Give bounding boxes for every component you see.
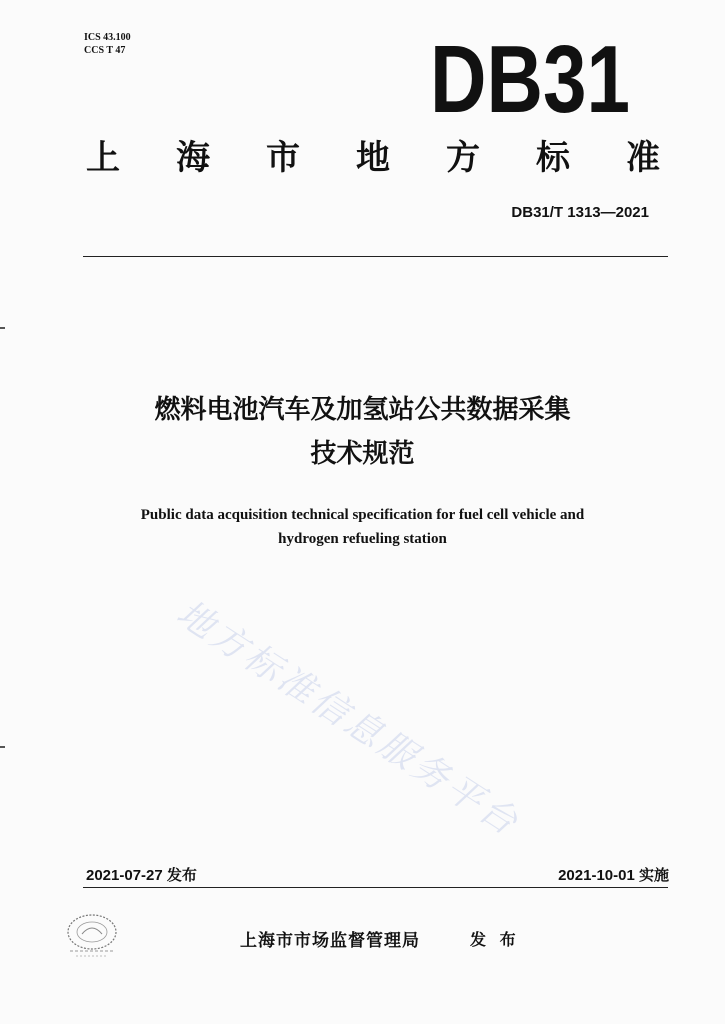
margin-mark <box>0 327 5 329</box>
title-char: 海 <box>176 138 210 178</box>
issuing-authority: 上海市市场监督管理局 <box>240 931 420 951</box>
implementation-date: 2021-10-01 实施 <box>558 867 669 884</box>
classification-codes <box>84 31 131 57</box>
ics-code: ICS 43.100 <box>84 32 131 43</box>
standard-type-title <box>86 136 660 180</box>
title-char: 地 <box>356 138 390 178</box>
db31-logo <box>428 26 633 133</box>
margin-mark <box>0 746 5 748</box>
title-char: 准 <box>626 138 660 178</box>
release-date: 2021-07-27 发布 <box>86 867 197 884</box>
title-char: 方 <box>446 138 480 178</box>
ccs-code: CCS T 47 <box>84 45 126 56</box>
db31-code: DB31 <box>430 26 630 133</box>
title-char: 上 <box>86 138 120 178</box>
watermark-text: 地方标准信息服务平台 <box>169 592 528 845</box>
publish-label: 发 布 <box>470 930 520 949</box>
title-char: 标 <box>536 138 570 178</box>
header-rule <box>83 256 668 257</box>
chinese-title-line-1: 燃料电池汽车及加氢站公共数据采集 <box>154 395 571 425</box>
standard-number: DB31/T 1313—2021 <box>511 204 649 221</box>
chinese-title-line-2: 技术规范 <box>310 439 415 469</box>
issuer-seal-icon <box>62 910 122 960</box>
title-char: 市 <box>266 138 300 178</box>
footer-rule <box>83 887 668 888</box>
english-title-line-1: Public data acquisition technical specification for fuel cell vehicle and <box>140 507 585 523</box>
english-title-line-2: hydrogen refueling station <box>278 531 447 547</box>
